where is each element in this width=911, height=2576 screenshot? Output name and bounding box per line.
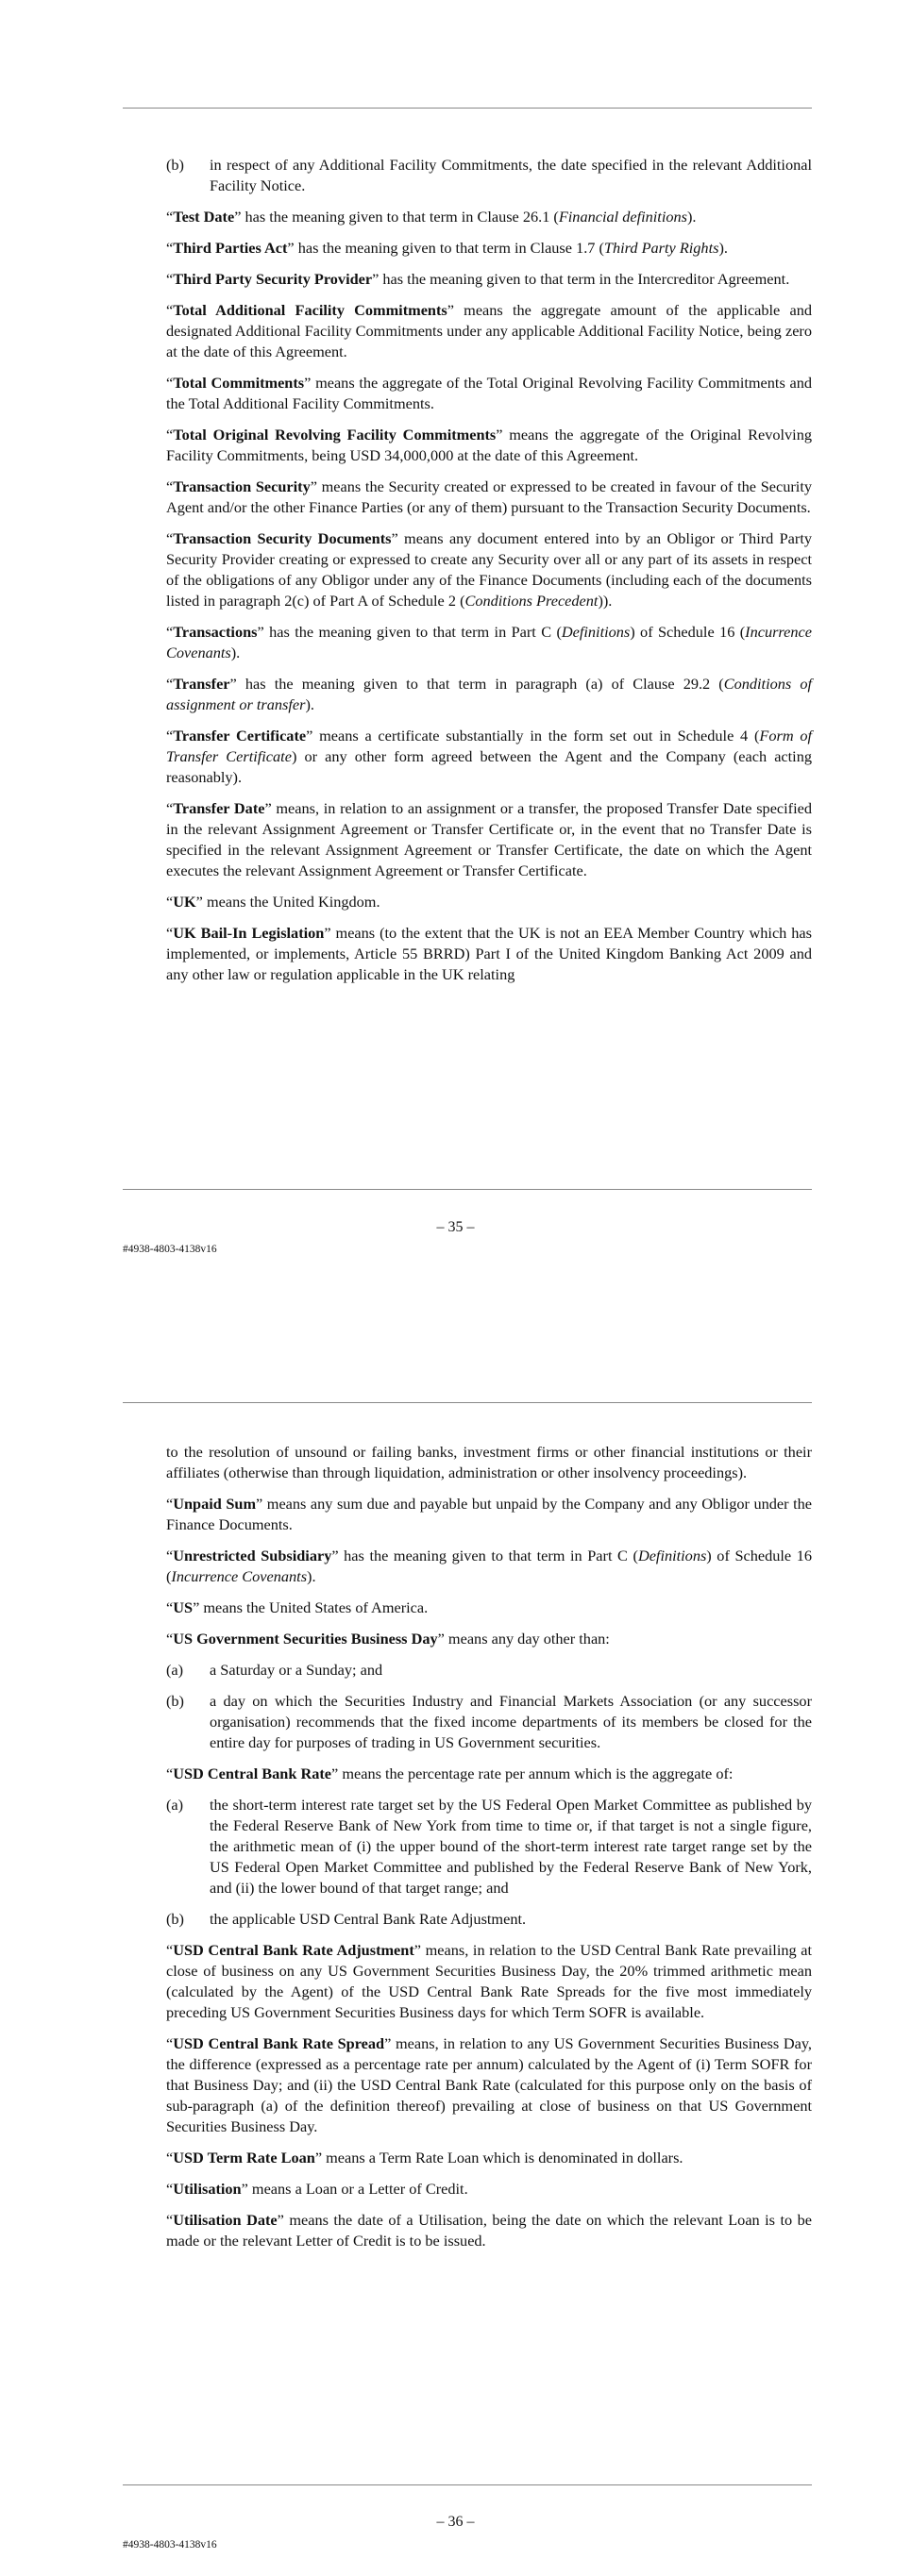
definitions-list bbox=[166, 207, 812, 985]
cross-reference: Incurrence Covenants bbox=[171, 1567, 308, 1585]
defined-term: Transfer Certificate bbox=[173, 727, 307, 744]
definition: “USD Central Bank Rate Spread” means, in relation to any US Government Securities Business Day, the difference (expressed as a percentage rate per annum) calculated by the Agent of (i) Term SOFR for that Business Day; and (ii) the USD Central Bank Rate (calculated for this purpose only on the basis of sub-paragraph (a) of the definition thereof) prevailing at close of business on that US Government Securities Business Day. bbox=[166, 2034, 812, 2135]
defined-term: Unpaid Sum bbox=[173, 1495, 257, 1513]
definition-text: ” means the aggregate of the Original Revolving Facility Commitments, being USD 34,000,000 at the date of this Agreement. bbox=[166, 426, 812, 464]
definition: “Transaction Security” means the Security created or expressed to be created in favour of the Security Agent and/or the other Finance Parties (or any of them) pursuant to the Transaction Security Documents. bbox=[166, 477, 812, 516]
defined-term: US bbox=[173, 1598, 194, 1616]
defined-term: Third Party Security Provider bbox=[173, 270, 373, 288]
defined-term: Total Original Revolving Facility Commitments bbox=[173, 426, 497, 443]
defined-term: Utilisation bbox=[173, 2180, 242, 2198]
list-item-label: (a) bbox=[166, 1661, 184, 1679]
definitions-list bbox=[166, 1494, 812, 1649]
cross-reference: Definitions bbox=[561, 623, 631, 641]
definition: “Transfer Certificate” means a certificate substantially in the form set out in Schedule 4 (Form of Transfer Certificate) or any other form agreed between the Agent and the Company (each acting reasonably). bbox=[166, 727, 812, 786]
definition: “Transaction Security Documents” means any document entered into by an Obligor or Third Party Security Provider creating or expressed to create any Security over all or any part of its assets in respect of the obligations of any Obligor under any of the Finance Documents (including each of the documents listed in paragraph 2(c) of Part A of Schedule 2 (Conditions Precedent)). bbox=[166, 529, 812, 610]
page-number: – 35 – bbox=[436, 1219, 475, 1235]
definition: “UK” means the United Kingdom. bbox=[166, 893, 380, 911]
definition: “UK Bail-In Legislation” means (to the extent that the UK is not an EEA Member Country which has implemented, or implements, Article 55 BRRD) Part I of the United Kingdom Banking Act 2009 and any other law or regulation applicable in the UK relating bbox=[166, 924, 812, 983]
rate-list bbox=[166, 1795, 812, 1930]
list-item bbox=[166, 1909, 812, 1930]
list-item-label: (b) bbox=[166, 1910, 184, 1928]
footer-rule bbox=[123, 1189, 812, 1190]
cross-reference: Financial definitions bbox=[558, 208, 687, 226]
definition-text: ” means the aggregate amount of the applicable and designated Additional Facility Commitments under any applicable Additional Facility Notice, being zero at the date of this Agreement. bbox=[166, 301, 812, 360]
definition-text: ) of Schedule 16 ( bbox=[630, 623, 746, 641]
cross-reference: Incurrence Covenants bbox=[166, 623, 812, 661]
definition-text: ). bbox=[686, 208, 697, 226]
definition-text: ). bbox=[307, 1567, 316, 1585]
cross-reference: Conditions of assignment or transfer bbox=[166, 675, 812, 713]
page-number: – 36 – bbox=[436, 2514, 475, 2530]
defined-term: Third Parties Act bbox=[173, 239, 288, 257]
definition-text: ). bbox=[305, 695, 314, 713]
defined-term: Test Date bbox=[173, 208, 235, 226]
definition-text: ” has the meaning given to that term in the Intercreditor Agreement. bbox=[372, 270, 790, 288]
list-item-text: a day on which the Securities Industry and Financial Markets Association (or any successor organisation) recommends that the fixed income departments of its members be closed for the entire day for purposes of trading in US Government securities. bbox=[210, 1692, 812, 1751]
definition: “Unpaid Sum” means any sum due and payable but unpaid by the Company and any Obligor under the Finance Documents. bbox=[166, 1495, 812, 1533]
definition-text: ” means, in relation to the USD Central Bank Rate prevailing at close of business on any US Government Securities Business Day, the 20% trimmed arithmetic mean (calculated by the Agent) of the USD Central Bank Rate Spreads for the five most immediately preceding US Government Securities Business days for which Term SOFR is available. bbox=[166, 1941, 813, 2021]
definition: “USD Term Rate Loan” means a Term Rate Loan which is denominated in dollars. bbox=[166, 2149, 683, 2166]
definition: “Test Date” has the meaning given to that term in Clause 26.1 (Financial definitions). bbox=[166, 208, 697, 226]
definition-text: ” means the aggregate of the Total Original Revolving Facility Commitments and the Total Additional Facility Commitments. bbox=[166, 374, 813, 412]
definition: “Transactions” has the meaning given to that term in Part C (Definitions) of Schedule 16 (Incurrence Covenants). bbox=[166, 623, 812, 661]
definition-text: ” means (to the extent that the UK is not an EEA Member Country which has implemented, or implements, Article 55 BRRD) Part I of the United Kingdom Banking Act 2009 and any other law or regulation applicable in the UK relating bbox=[166, 924, 812, 983]
definition-text: ” means any day other than: bbox=[437, 1630, 610, 1648]
definition-text: ” means the Security created or expressed to be created in favour of the Security Agent and/or the other Finance Parties (or any of them) pursuant to the Transaction Security Documents. bbox=[166, 477, 812, 516]
defined-term: UK Bail-In Legislation bbox=[173, 924, 325, 942]
definition-text: ” means the percentage rate per annum which is the aggregate of: bbox=[331, 1765, 734, 1782]
definition-text: ) or any other form agreed between the Agent and the Company (each acting reasonably). bbox=[166, 747, 812, 786]
definition: “USD Central Bank Rate Adjustment” means, in relation to the USD Central Bank Rate prevailing at close of business on any US Government Securities Business Day, the 20% trimmed arithmetic mean (calculated by the Agent) of the USD Central Bank Rate Spreads for the five most immediately preceding US Government Securities Business days for which Term SOFR is available. bbox=[166, 1941, 813, 2021]
definition: “US” means the United States of America. bbox=[166, 1598, 429, 1616]
definition-text: )). bbox=[598, 592, 613, 610]
cross-reference: Conditions Precedent bbox=[464, 592, 599, 610]
page-36-content bbox=[166, 1442, 812, 2262]
defined-term: USD Central Bank Rate Spread bbox=[173, 2034, 385, 2052]
list-item: (b) in respect of any Additional Facility Commitments, the date specified in the relevant Additional Facility Notice. bbox=[166, 156, 812, 194]
defined-term: US Government Securities Business Day bbox=[173, 1630, 438, 1648]
list-item-label: (a) bbox=[166, 1796, 184, 1814]
defined-term: Utilisation Date bbox=[173, 2211, 278, 2229]
defined-term: Transaction Security Documents bbox=[173, 529, 392, 547]
page-35-content bbox=[166, 155, 812, 995]
definition: “Third Party Security Provider” has the meaning given to that term in the Intercreditor Agreement. bbox=[166, 270, 790, 288]
definition-text: ” means a Term Rate Loan which is denominated in dollars. bbox=[314, 2149, 683, 2166]
defined-term: Total Commitments bbox=[173, 374, 305, 392]
definition: “USD Central Bank Rate” means the percentage rate per annum which is the aggregate of: bbox=[166, 1765, 734, 1782]
definition-text: ” has the meaning given to that term in paragraph (a) of Clause 29.2 ( bbox=[229, 675, 724, 693]
definition: “Transfer” has the meaning given to that term in paragraph (a) of Clause 29.2 (Conditions of assignment or transfer). bbox=[166, 675, 812, 713]
definitions-list bbox=[166, 1940, 812, 2251]
day-list bbox=[166, 1660, 812, 1753]
definition-text: ) of Schedule 16 ( bbox=[166, 1547, 812, 1585]
definition: “Utilisation” means a Loan or a Letter of Credit. bbox=[166, 2180, 468, 2198]
defined-term: Unrestricted Subsidiary bbox=[173, 1547, 332, 1564]
definition-text: ” means any sum due and payable but unpaid by the Company and any Obligor under the Finance Documents. bbox=[166, 1495, 812, 1533]
defined-term: Transaction Security bbox=[173, 477, 311, 495]
definition-text: ” has the meaning given to that term in Part C ( bbox=[257, 623, 562, 641]
definition-text: ). bbox=[230, 644, 241, 661]
definition-text: ” means the date of a Utilisation, being the date on which the relevant Loan is to be made or the relevant Letter of Credit is to be issued. bbox=[166, 2211, 812, 2250]
header-rule bbox=[123, 108, 812, 109]
definitions-list bbox=[166, 1764, 812, 1784]
definition-text: ” has the meaning given to that term in Part C ( bbox=[331, 1547, 638, 1564]
defined-term: Transfer Date bbox=[173, 799, 265, 817]
cross-reference: Third Party Rights bbox=[603, 239, 719, 257]
header-rule bbox=[123, 1402, 812, 1403]
definition: “Utilisation Date” means the date of a Utilisation, being the date on which the relevant Loan is to be made or the relevant Letter of Credit is to be issued. bbox=[166, 2211, 812, 2250]
definition-text: ” means a Loan or a Letter of Credit. bbox=[241, 2180, 468, 2198]
definition-text: ” has the meaning given to that term in Clause 26.1 ( bbox=[234, 208, 559, 226]
definition-text: ” has the meaning given to that term in Clause 1.7 ( bbox=[287, 239, 604, 257]
definition: “Third Parties Act” has the meaning given to that term in Clause 1.7 (Third Party Rights). bbox=[166, 239, 728, 257]
defined-term: USD Central Bank Rate bbox=[173, 1765, 332, 1782]
definition-text: ” means, in relation to an assignment or a transfer, the proposed Transfer Date specified in the relevant Assignment Agreement or Transfer Certificate or, in the event that no Transfer Date is specified in the relevant Assignment Agreement or Transfer Certificate, the date on which the Agent executes the relevant Assignment Agreement or Transfer Certificate. bbox=[166, 799, 812, 879]
footer-rule bbox=[123, 2484, 812, 2485]
defined-term: Transactions bbox=[173, 623, 258, 641]
defined-term: Total Additional Facility Commitments bbox=[173, 301, 447, 319]
defined-term: USD Term Rate Loan bbox=[173, 2149, 315, 2166]
definition-text: ” means the United Kingdom. bbox=[195, 893, 380, 911]
list-item-text: the short-term interest rate target set by the US Federal Open Market Committee as published by the Federal Reserve Bank of New York from time to time or, if that target is not a single figure, the arithmetic mean of (i) the upper bound of the short-term interest rate target range set by the US Federal Open Market Committee and published by the Federal Reserve Bank of New York, and (ii) the lower bound of that target range; and bbox=[210, 1796, 812, 1897]
list-item bbox=[166, 1691, 812, 1753]
definition: “Unrestricted Subsidiary” has the meaning given to that term in Part C (Definitions) of Schedule 16 (Incurrence Covenants). bbox=[166, 1547, 812, 1585]
definition: “Total Additional Facility Commitments” means the aggregate amount of the applicable and designated Additional Facility Commitments under any applicable Additional Facility Notice, being zero at the date of this Agreement. bbox=[166, 301, 812, 360]
list-item bbox=[166, 1660, 812, 1681]
cross-reference: Form of Transfer Certificate bbox=[166, 727, 812, 765]
definition: “Transfer Date” means, in relation to an assignment or a transfer, the proposed Transfer Date specified in the relevant Assignment Agreement or Transfer Certificate or, in the event that no Transfer Date is specified in the relevant Assignment Agreement or Transfer Certificate, the date on which the Agent executes the relevant Assignment Agreement or Transfer Certificate. bbox=[166, 799, 812, 879]
definition-text: ” means a certificate substantially in the form set out in Schedule 4 ( bbox=[306, 727, 760, 744]
defined-term: Transfer bbox=[173, 675, 230, 693]
doc-ref: #4938-4803-4138v16 bbox=[123, 1244, 217, 1255]
definition-text: ” means, in relation to any US Government Securities Business Day, the difference (expressed as a percentage rate per annum) calculated by the Agent of (i) Term SOFR for that Business Day; and (ii) the USD Central Bank Rate (calculated for this purpose only on the basis of sub-paragraph (a) of the definition thereof) prevailing at close of business on that US Government Securities Business Day. bbox=[166, 2034, 812, 2135]
definition-text: ” means any document entered into by an Obligor or Third Party Security Provider creating or expressed to create any Security over all or any part of its assets in respect of the obligations of any Obligor under any of the Finance Documents (including each of the documents listed in paragraph 2(c) of Part A of Schedule 2 ( bbox=[166, 529, 812, 610]
defined-term: USD Central Bank Rate Adjustment bbox=[173, 1941, 414, 1959]
defined-term: UK bbox=[173, 893, 196, 911]
doc-ref: #4938-4803-4138v16 bbox=[123, 2539, 217, 2551]
list-item-text: the applicable USD Central Bank Rate Adjustment. bbox=[210, 1910, 527, 1928]
definition: “Total Original Revolving Facility Commitments” means the aggregate of the Original Revolving Facility Commitments, being USD 34,000,000 at the date of this Agreement. bbox=[166, 426, 812, 464]
definition-text: ). bbox=[718, 239, 728, 257]
continuation-text: to the resolution of unsound or failing banks, investment firms or other financial institutions or their affiliates (otherwise than through liquidation, administration or other insolvency proceedings). bbox=[166, 1443, 812, 1481]
definition-text: ” means the United States of America. bbox=[193, 1598, 429, 1616]
definition: “US Government Securities Business Day” means any day other than: bbox=[166, 1630, 610, 1648]
cross-reference: Definitions bbox=[637, 1547, 707, 1564]
definition: “Total Commitments” means the aggregate of the Total Original Revolving Facility Commitments and the Total Additional Facility Commitments. bbox=[166, 374, 813, 412]
page-36 bbox=[0, 1288, 911, 2576]
list-item bbox=[166, 1795, 812, 1899]
list-item-text: a Saturday or a Sunday; and bbox=[210, 1661, 383, 1679]
list-item-label: (b) bbox=[166, 1692, 184, 1710]
